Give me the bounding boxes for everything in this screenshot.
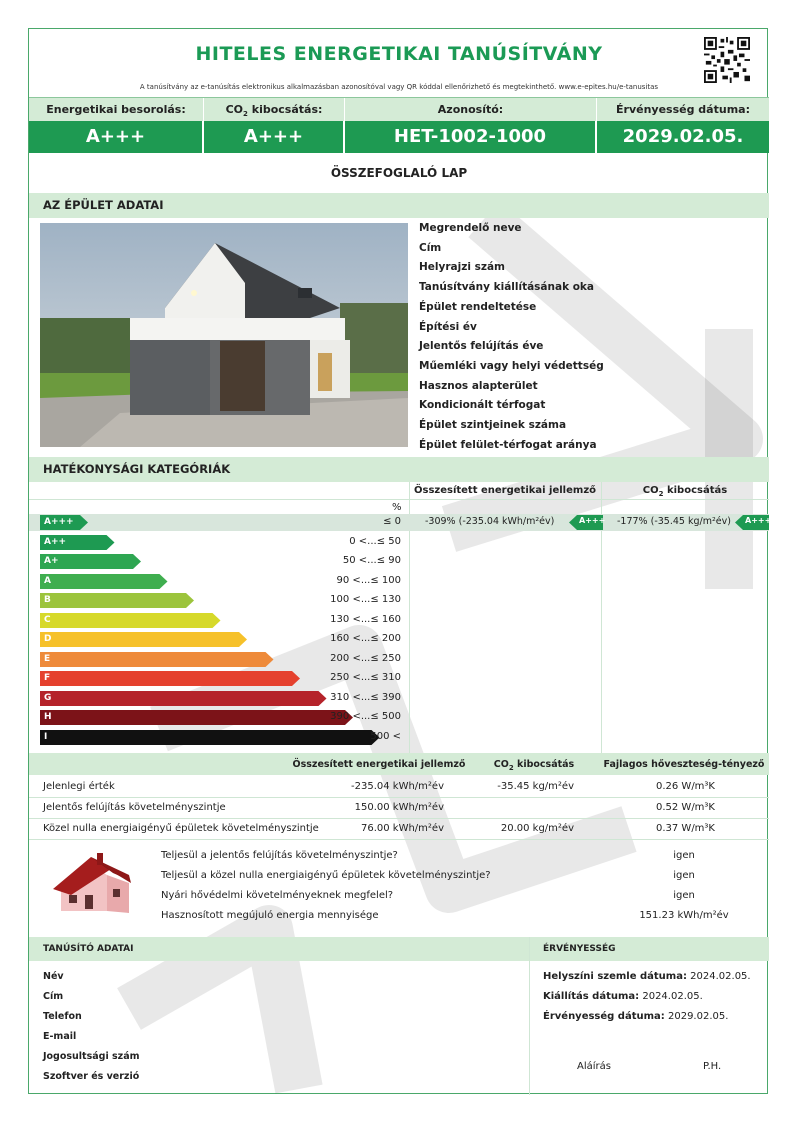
building-property: Cím: [419, 241, 442, 254]
valid-date: Érvényesség dátuma: 2029.02.05.: [543, 1011, 729, 1022]
certificate-page: [28, 28, 772, 1094]
certifier-title: TANÚSÍTÓ ADATAI: [43, 944, 134, 954]
co2-badge-label: A+++: [745, 516, 772, 525]
scale-range: 130 <...≤ 160: [330, 613, 401, 625]
metrics-row-divider: [29, 818, 769, 819]
footer-header-row: [29, 937, 769, 961]
metrics-row-co2: -35.45 kg/m²év: [497, 781, 574, 792]
scale-bar-label: B: [44, 595, 51, 605]
certifier-field: E-mail: [43, 1031, 77, 1042]
building-photo: [40, 223, 408, 447]
scale-bar: [40, 632, 247, 647]
metrics-row-heat: 0.26 W/m³K: [655, 781, 715, 792]
energy-result: -309% (-235.04 kWh/m²év): [425, 516, 555, 527]
building-property: Épület rendeltetése: [419, 300, 537, 313]
scale-range: 250 <...≤ 310: [330, 672, 401, 683]
metrics-co2-head: $CO_2$ kibocsátás: [493, 759, 575, 772]
energy-column-head: Összesített energetikai jellemző: [413, 485, 597, 496]
id-value: HET-1002-1000: [345, 121, 597, 153]
question-answer: 151.23 kWh/m²év: [639, 910, 729, 921]
qr-code-icon[interactable]: [704, 37, 750, 83]
footer-divider: [529, 937, 530, 1095]
survey-date: Helyszíni szemle dátuma: 2024.02.05.: [543, 971, 751, 982]
scale-bar-label: A++: [44, 536, 67, 547]
metrics-energy-head: Összesített energetikai jellemző: [292, 759, 466, 770]
valid-value: 2029.02.05.: [622, 126, 744, 147]
question-answer: igen: [673, 890, 695, 901]
question-text: Teljesül a közel nulla energiaigényű épületek követelményszintje?: [161, 870, 491, 881]
building-section-header: AZ ÉPÜLET ADATAI: [29, 193, 769, 218]
energy-badge-label: A+++: [579, 516, 606, 525]
metrics-row-heat: 0.37 W/m³K: [655, 823, 715, 834]
certifier-field: Telefon: [43, 1011, 82, 1022]
question-text: Nyári hővédelmi követelményeknek megfelel?: [161, 890, 394, 901]
certifier-field: Név: [43, 971, 64, 982]
building-property: Kondicionált térfogat: [419, 399, 546, 412]
scale-bar-label: A: [44, 575, 51, 586]
building-property: Jelentős felújítás éve: [419, 340, 544, 353]
scale-bar: [40, 593, 194, 608]
header-labels-row: [29, 97, 769, 121]
scale-range: 390 <...≤ 500: [330, 711, 401, 722]
building-property: Építési év: [419, 320, 477, 333]
scale-bar-label: H: [44, 712, 52, 722]
scale-bar-label: D: [44, 634, 52, 644]
scale-bar: [40, 652, 274, 667]
scale-bar-label: A+: [44, 556, 59, 566]
scale-range: 90 <...≤ 100: [336, 574, 401, 586]
building-property: Épület szintjeinek száma: [419, 419, 567, 431]
scale-range: 310 <...≤ 390: [330, 691, 401, 703]
scale-bar-label: A+++: [44, 517, 74, 527]
scale-bar-label: G: [44, 692, 52, 703]
question-answer: igen: [673, 870, 695, 881]
metrics-row-energy: 150.00 kWh/m²év: [354, 802, 444, 813]
valid-label: Érvényesség dátuma:: [616, 103, 750, 116]
id-label: Azonosító:: [345, 98, 597, 121]
validity-title: ÉRVÉNYESSÉG: [543, 944, 616, 954]
metrics-heat-head: Fajlagos hőveszteség-tényező: [603, 759, 765, 770]
certifier-field: Jogosultsági szám: [43, 1051, 140, 1062]
building-property: Hasznos alapterület: [419, 379, 538, 392]
building-property: Műemléki vagy helyi védettség: [419, 359, 604, 372]
header-values-row: [29, 121, 769, 153]
metrics-row-energy: 76.00 kWh/m²év: [360, 823, 444, 834]
certifier-field: Szoftver és verzió: [43, 1071, 140, 1082]
class-label: Energetikai besorolás:: [29, 98, 204, 121]
co2-result: -177% (-35.45 kg/m²év): [617, 516, 731, 527]
scale-range: 160 <...≤ 200: [330, 633, 401, 644]
scale-range: 100 <...≤ 130: [330, 594, 401, 605]
co2-column-head: $CO_2$ kibocsátás: [642, 485, 728, 498]
summary-title: ÖSSZEFOGLALÓ LAP: [330, 166, 468, 180]
metrics-row-co2: 20.00 kg/m²év: [500, 823, 574, 834]
building-property: Épület felület-térfogat aránya: [419, 438, 597, 451]
signature-label: Aláírás: [577, 1061, 611, 1072]
co2-label: $CO_2$ kibocsátás:: [204, 98, 345, 121]
head-divider: [29, 499, 769, 500]
scale-bar-label: C: [44, 614, 51, 625]
house-icon: [51, 851, 133, 923]
building-property: Megrendelő neve: [419, 222, 522, 234]
certificate-title: HITELES ENERGETIKAI TANÚSÍTVÁNY: [195, 43, 603, 65]
scale-bar-label: F: [44, 673, 51, 683]
scale-range: ≤ 0: [383, 516, 401, 527]
scale-range: 50 <...≤ 90: [342, 555, 401, 566]
metrics-row-label: Közel nulla energiaigényű épületek követelményszintje: [43, 823, 319, 834]
building-property: Helyrajzi szám: [419, 261, 505, 274]
scale-range: 0 <...≤ 50: [349, 535, 401, 547]
scale-range: 500 <: [370, 730, 401, 742]
percent-label: %: [392, 502, 402, 513]
certifier-field: Cím: [43, 991, 64, 1002]
question-text: Teljesül a jelentős felújítás követelményszintje?: [161, 850, 398, 861]
questions-divider: [29, 839, 769, 840]
metrics-row-label: Jelenlegi érték: [43, 781, 115, 792]
metrics-row-energy: -235.04 kWh/m²év: [351, 781, 444, 792]
scale-bar-label: E: [44, 653, 51, 664]
scale-range: 200 <...≤ 250: [330, 652, 401, 664]
issue-date: Kiállítás dátuma: 2024.02.05.: [543, 991, 703, 1002]
metrics-row-divider: [29, 797, 769, 798]
efficiency-section-header: HATÉKONYSÁGI KATEGÓRIÁK: [29, 457, 769, 482]
question-text: Hasznosított megújuló energia mennyisége: [161, 910, 379, 921]
co2-value: A+++: [204, 121, 345, 153]
scale-bar: [40, 613, 221, 628]
scale-bar: [40, 574, 168, 589]
class-value: A+++: [29, 121, 204, 153]
scale-bar-label: I: [44, 731, 48, 742]
question-answer: igen: [673, 850, 695, 861]
certificate-subtitle: A tanúsítvány az e-tanúsítás elektronikus alkalmazásban azonosítóval vagy QR kóddal ellenőrizhető és megtekinthető. www.e-epites.hu/e-tanusitas: [139, 83, 659, 91]
stamp-label: P.H.: [703, 1061, 722, 1072]
building-property: Tanúsítvány kiállításának oka: [419, 281, 595, 294]
metrics-row-heat: 0.52 W/m³K: [655, 802, 715, 813]
metrics-row-label: Jelentős felújítás követelményszintje: [43, 802, 226, 813]
